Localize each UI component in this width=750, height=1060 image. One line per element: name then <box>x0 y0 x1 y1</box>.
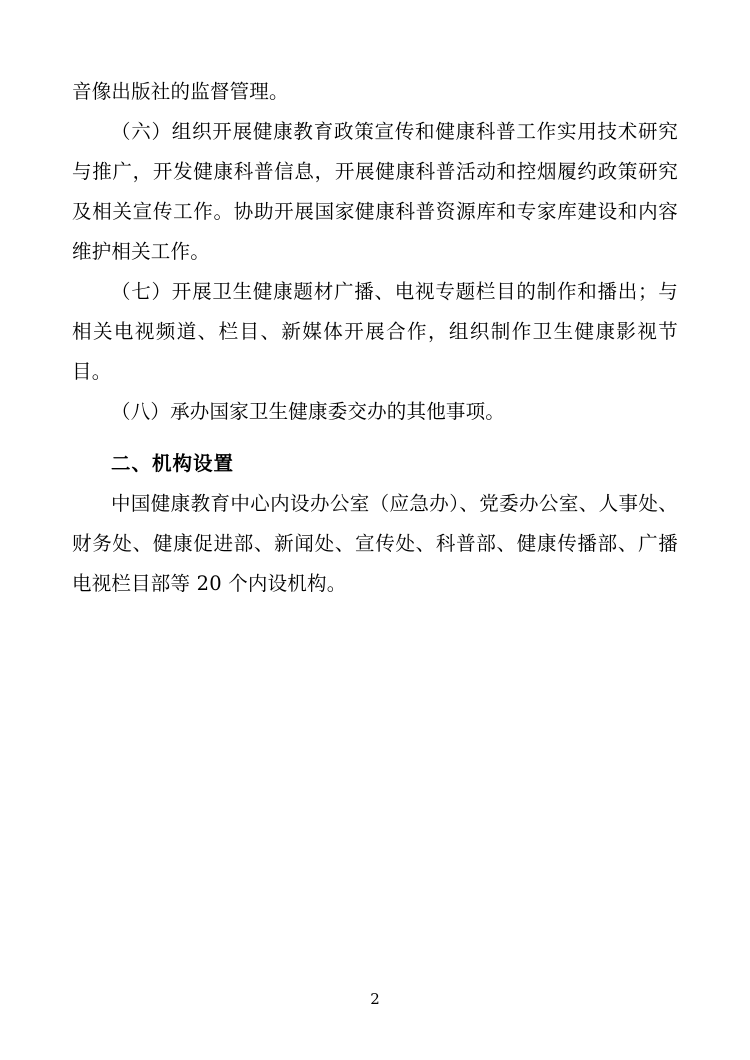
paragraph-continued: 音像出版社的监督管理。 <box>72 80 289 103</box>
paragraph-item-6: （六）组织开展健康教育政策宣传和健康科普工作实用技术研究与推广，开发健康科普信息，开展健康科普活动和控烟履约政策研究及相关宣传工作。协助开展国家健康科普资源库和专家库建设和内容维护相关工作。 <box>72 120 678 263</box>
paragraph-item-8: （八）承办国家卫生健康委交办的其他事项。 <box>111 400 506 423</box>
page-number: 2 <box>370 990 380 1008</box>
paragraph-item-7: （七）开展卫生健康题材广播、电视专题栏目的制作和播出；与相关电视频道、栏目、新媒体开展合作，组织制作卫生健康影视节目。 <box>72 280 678 383</box>
section-heading-organizational-structure: 二、机构设置 <box>111 452 235 475</box>
document-body <box>72 72 678 604</box>
paragraph-organizational-structure: 中国健康教育中心内设办公室（应急办）、党委办公室、人事处、财务处、健康促进部、新闻处、宣传处、科普部、健康传播部、广播电视栏目部等 20 个内设机构。 <box>72 492 678 595</box>
section-spacer <box>72 432 678 444</box>
